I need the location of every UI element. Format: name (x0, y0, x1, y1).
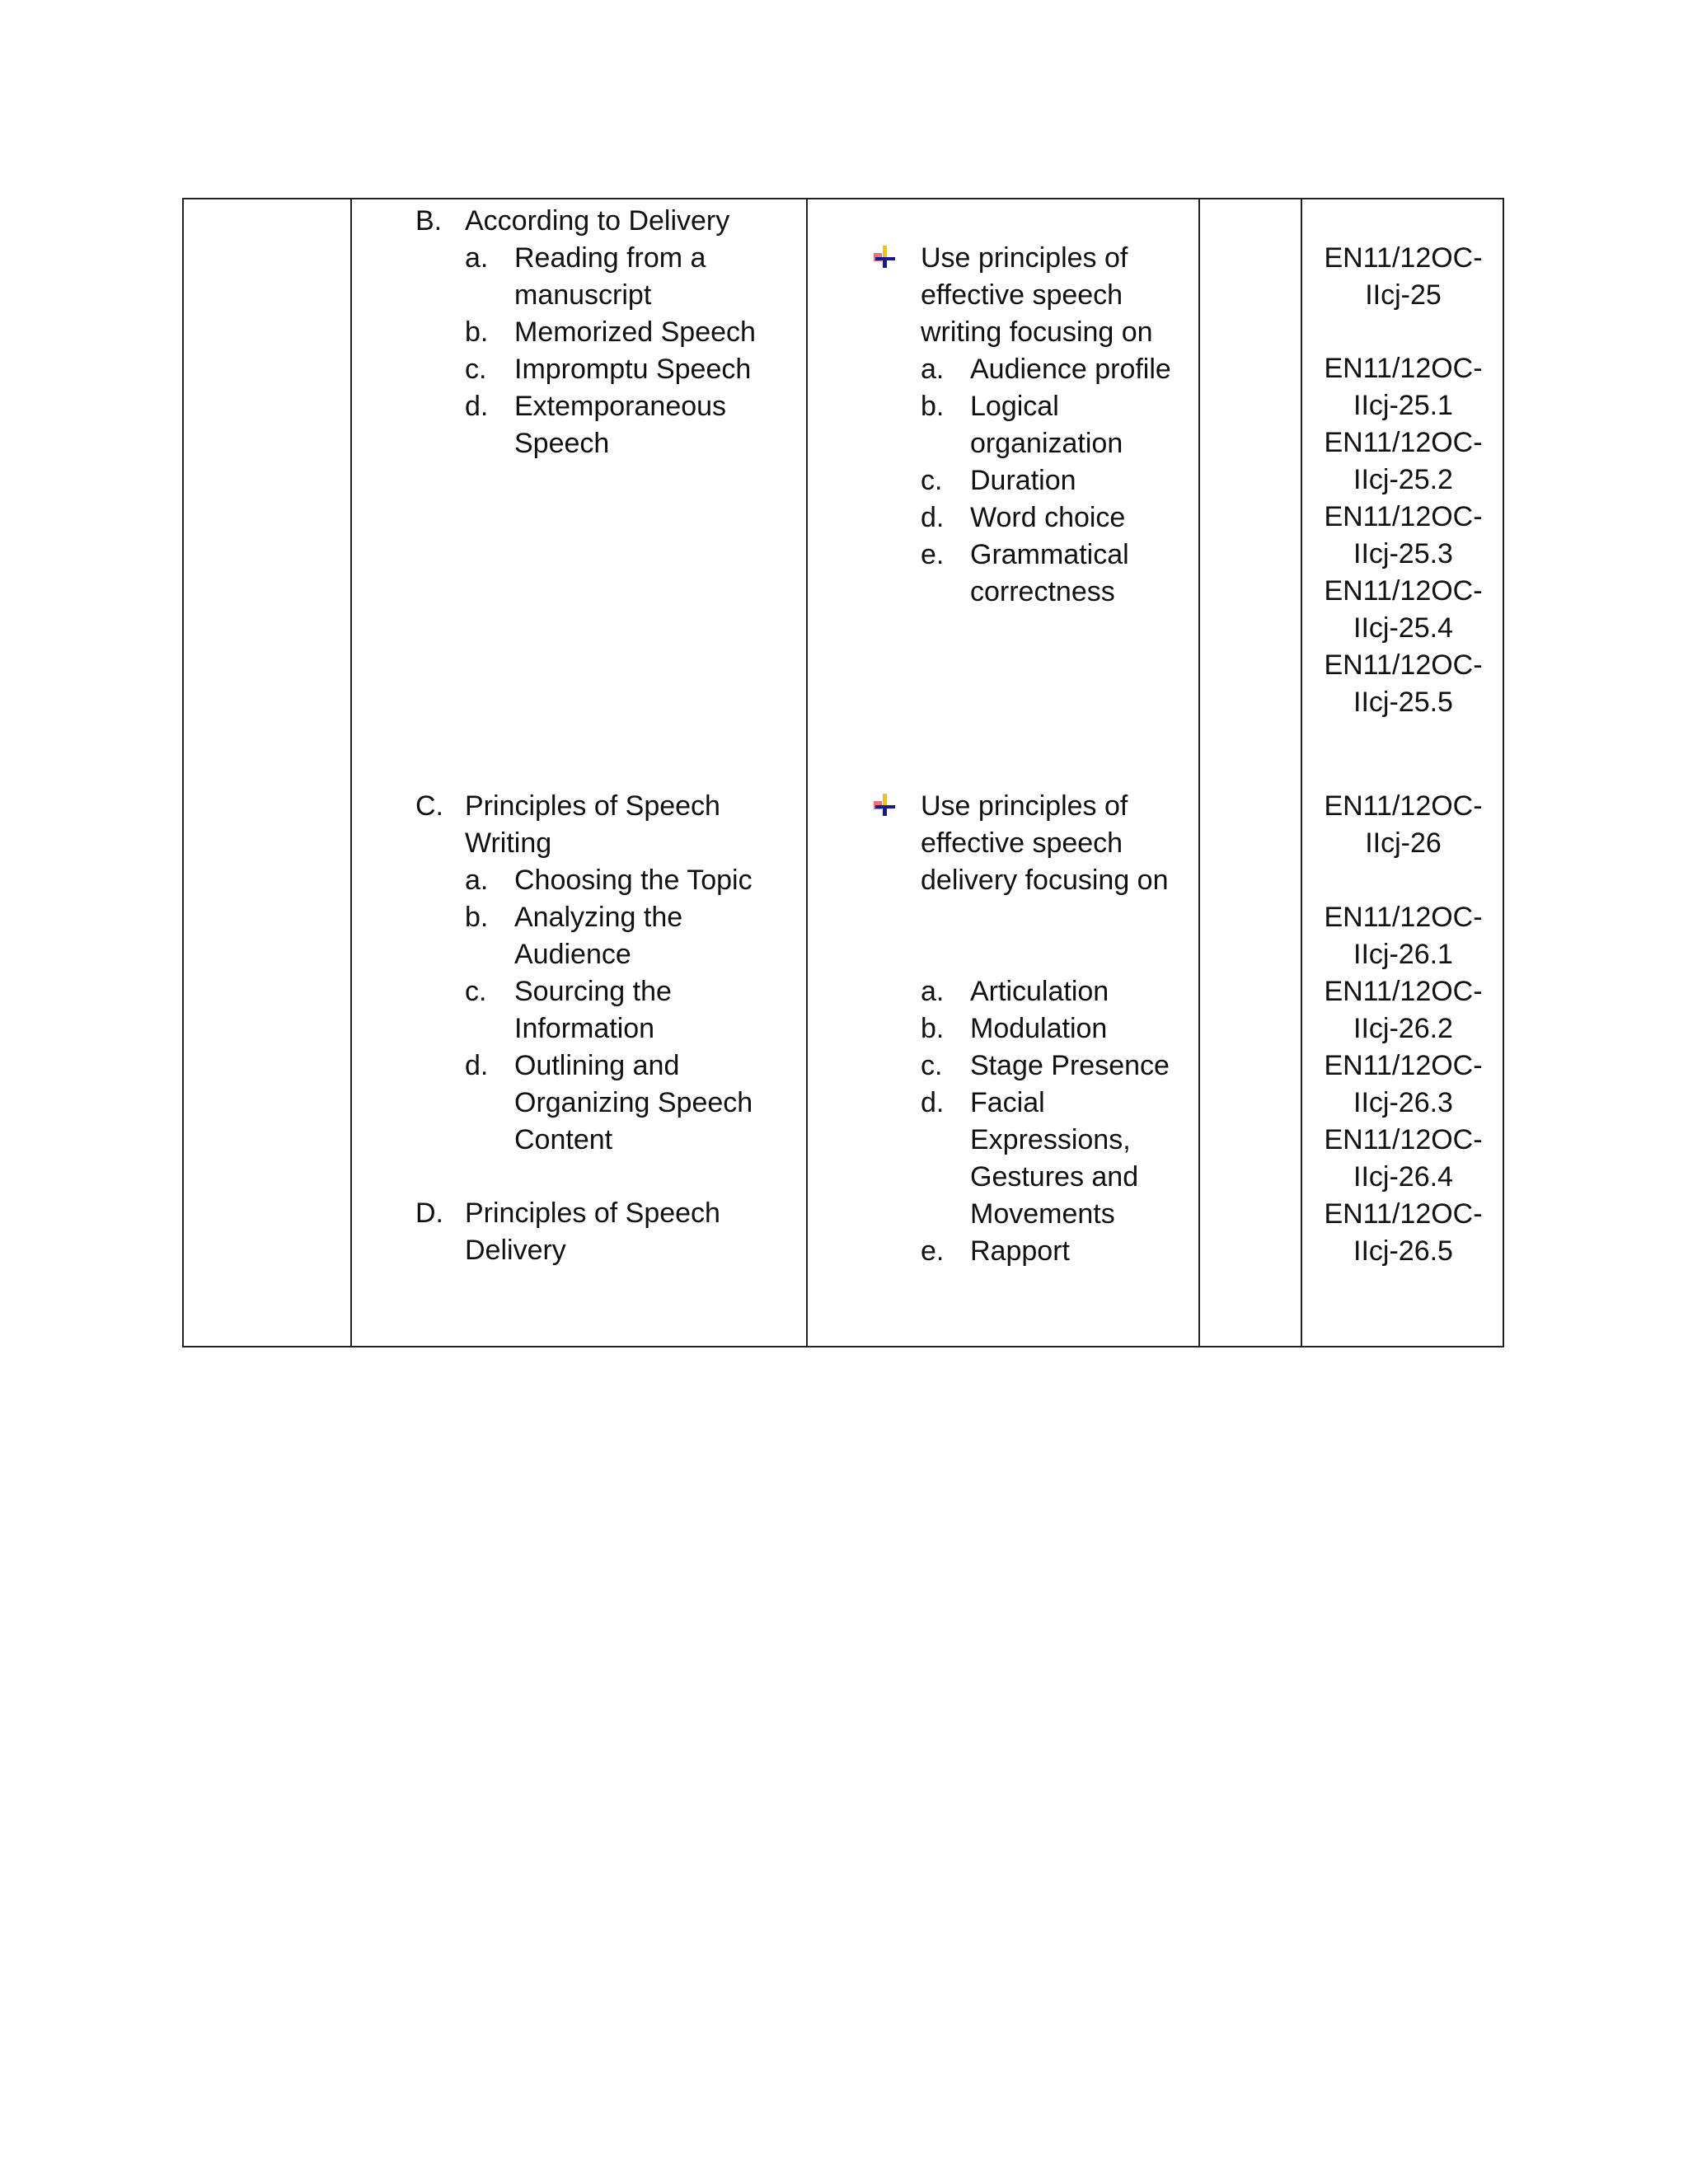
code-text: EN11/12OC- (1324, 1050, 1483, 1081)
code-text: EN11/12OC- (1324, 353, 1483, 384)
item-text: Gestures and (970, 1161, 1139, 1193)
code-text: EN11/12OC- (1324, 501, 1483, 532)
item-text: Duration (970, 465, 1076, 496)
content-cell (352, 199, 806, 1346)
item-marker: c. (921, 465, 943, 496)
section-letter: B. (415, 205, 443, 237)
item-text: Choosing the Topic (514, 865, 753, 896)
item-text: Extemporaneous (514, 391, 727, 422)
code-text: EN11/12OC- (1324, 976, 1483, 1007)
item-text: Logical (970, 391, 1059, 422)
section-title: Writing (465, 827, 552, 859)
competency-text: Use principles of (921, 790, 1128, 822)
item-text: Memorized Speech (514, 316, 756, 348)
item-text: Speech (514, 428, 610, 459)
competency-text: Use principles of (921, 242, 1128, 274)
item-text: Modulation (970, 1013, 1108, 1044)
section-title: Principles of Speech (465, 790, 720, 822)
item-marker: a. (465, 865, 489, 896)
code-text: IIcj-25.4 (1353, 612, 1453, 644)
item-marker: e. (921, 1235, 945, 1267)
item-text: Outlining and (514, 1050, 680, 1081)
section-title: According to Delivery (465, 205, 730, 237)
item-text: Articulation (970, 976, 1109, 1007)
item-text: Word choice (970, 502, 1126, 533)
item-text: Analyzing the (514, 902, 683, 933)
code-text: EN11/12OC- (1324, 902, 1483, 933)
code-text: IIcj-26 (1365, 827, 1442, 859)
code-text: IIcj-25 (1365, 279, 1442, 311)
item-text: Organizing Speech (514, 1087, 753, 1118)
item-text: Information (514, 1013, 655, 1044)
item-text: Movements (970, 1198, 1115, 1230)
item-marker: e. (921, 539, 945, 570)
code-text: IIcj-26.2 (1353, 1013, 1453, 1044)
code-text: EN11/12OC- (1324, 242, 1483, 274)
section-letter: C. (415, 790, 443, 822)
code-text: EN11/12OC- (1324, 1198, 1483, 1230)
colored-cross-bullet-icon (872, 245, 897, 269)
content-standard-cell (184, 199, 350, 1346)
item-marker: d. (921, 1087, 945, 1118)
competency-text: effective speech (921, 827, 1123, 859)
competency-text: writing focusing on (921, 316, 1153, 348)
item-text: manuscript (514, 279, 652, 311)
code-text: EN11/12OC- (1324, 649, 1483, 681)
item-text: Stage Presence (970, 1050, 1170, 1081)
item-text: Expressions, (970, 1124, 1131, 1155)
item-marker: c. (921, 1050, 943, 1081)
item-marker: d. (465, 1050, 489, 1081)
item-text: Rapport (970, 1235, 1070, 1267)
item-text: Sourcing the (514, 976, 672, 1007)
item-marker: a. (465, 242, 489, 274)
item-marker: d. (921, 502, 945, 533)
code-cell (1302, 199, 1504, 1346)
code-text: IIcj-25.3 (1353, 538, 1453, 569)
item-text: Reading from a (514, 242, 706, 274)
item-text: Grammatical (970, 539, 1129, 570)
item-text: organization (970, 428, 1123, 459)
item-marker: b. (465, 316, 489, 348)
code-text: EN11/12OC- (1324, 575, 1483, 607)
item-marker: b. (465, 902, 489, 933)
code-text: IIcj-26.5 (1353, 1235, 1453, 1267)
item-marker: a. (921, 354, 945, 385)
item-text: Facial (970, 1087, 1045, 1118)
section-title: Delivery (465, 1235, 566, 1266)
item-marker: b. (921, 1013, 945, 1044)
code-text: EN11/12OC- (1324, 427, 1483, 458)
item-text: Audience (514, 939, 631, 970)
item-marker: d. (465, 391, 489, 422)
learning-competencies-cell (808, 199, 1198, 1346)
section-title: Principles of Speech (465, 1197, 720, 1229)
code-text: IIcj-26.1 (1353, 939, 1453, 970)
colored-cross-bullet-icon (872, 793, 897, 818)
section-letter: D. (415, 1197, 443, 1229)
item-text: Content (514, 1124, 613, 1155)
empty-cell (1200, 199, 1301, 1346)
code-text: EN11/12OC- (1324, 790, 1483, 822)
item-text: Impromptu Speech (514, 354, 752, 385)
competency-text: delivery focusing on (921, 865, 1169, 896)
item-marker: b. (921, 391, 945, 422)
code-text: IIcj-25.2 (1353, 464, 1453, 495)
code-text: IIcj-25.5 (1353, 687, 1453, 718)
item-text: correctness (970, 576, 1115, 607)
item-marker: a. (921, 976, 945, 1007)
item-marker: c. (465, 354, 487, 385)
code-text: IIcj-25.1 (1353, 390, 1453, 421)
item-marker: c. (465, 976, 487, 1007)
code-text: EN11/12OC- (1324, 1124, 1483, 1155)
code-text: IIcj-26.3 (1353, 1087, 1453, 1118)
curriculum-table (182, 198, 1504, 1347)
item-text: Audience profile (970, 354, 1171, 385)
code-text: IIcj-26.4 (1353, 1161, 1453, 1193)
competency-text: effective speech (921, 279, 1123, 311)
